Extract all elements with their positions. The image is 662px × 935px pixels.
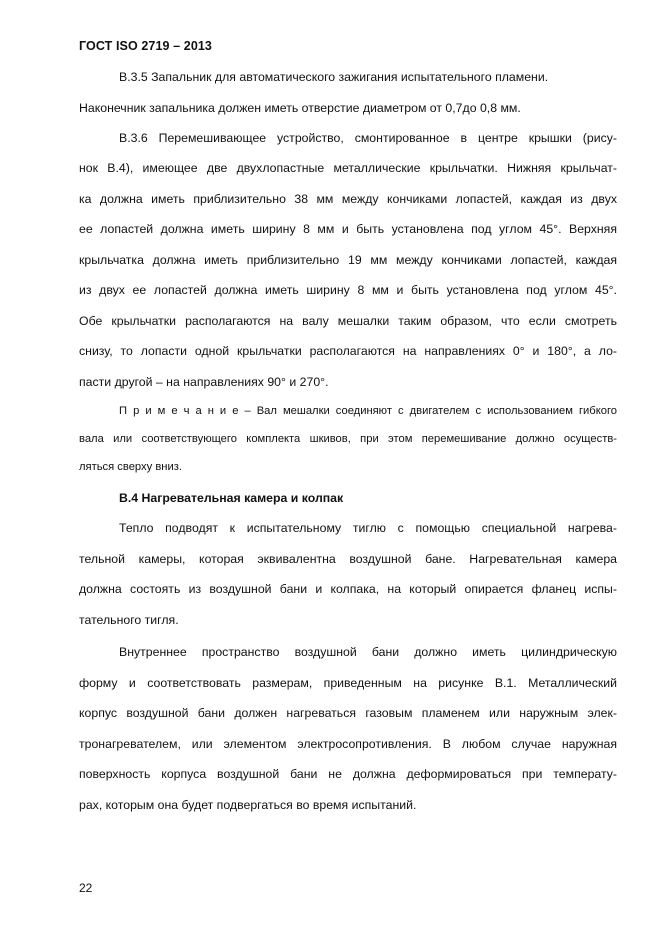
text-line: из двух ее лопастей должна иметь ширину 8 мм и быть установлена под углом 45°.	[79, 283, 617, 297]
text-line: тательного тигля.	[79, 613, 179, 627]
text-line: В.3.6 Перемешивающее устройство, смонтированное в центре крышки (рису-	[119, 131, 617, 145]
text-line: поверхность корпуса воздушной бани не должна деформироваться при температу-	[79, 767, 617, 781]
text-line: Внутреннее пространство воздушной бани должно иметь цилиндрическую	[119, 645, 617, 659]
text-line: снизу, то лопасти одной крыльчатки располагаются на направлениях 0° и 180°, а ло-	[79, 344, 617, 358]
text-line: тронагревателем, или элементом электросопротивления. В любом случае наружная	[79, 737, 617, 751]
text-line: тельной камеры, которая эквивалентна воздушной бане. Нагревательная камера	[79, 552, 617, 566]
note-line: ляться сверху вниз.	[79, 461, 182, 473]
text-line: должна состоять из воздушной бани и колпака, на который опирается фланец испы-	[79, 582, 617, 596]
text-line: нок В.4), имеющее две двухлопастные металлические крыльчатки. Нижняя крыльчат-	[79, 161, 617, 175]
note-line: вала или соответствующего комплекта шкивов, при этом перемешивание должно осуществ-	[79, 433, 617, 445]
text-line: ка должна иметь приблизительно 38 мм между кончиками лопастей, каждая из двух	[79, 192, 617, 206]
text-line: рах, которым она будет подвергаться во время испытаний.	[79, 798, 417, 812]
section-heading: В.4 Нагревательная камера и колпак	[119, 491, 344, 505]
text-line: Обе крыльчатки располагаются на валу мешалки таким образом, что если смотреть	[79, 314, 617, 328]
document-header: ГОСТ ISO 2719 – 2013	[79, 39, 212, 53]
text-line: Наконечник запальника должен иметь отверстие диаметром от 0,7до 0,8 мм.	[79, 101, 521, 115]
text-line: Тепло подводят к испытательному тиглю с помощью специальной нагрева-	[119, 521, 617, 535]
page-number: 22	[79, 881, 93, 895]
text-line: форму и соответствовать размерам, приведенным на рисунке В.1. Металлический	[79, 676, 617, 690]
text-line: ее лопастей должна иметь ширину 8 мм и быть установлена под углом 45°. Верхняя	[79, 222, 617, 236]
text-line: корпус воздушной бани должен нагреваться газовым пламенем или наружным элек-	[79, 706, 617, 720]
note-line: П р и м е ч а н и е – Вал мешалки соединяют с двигателем с использованием гибкого	[119, 405, 617, 417]
text-line: В.3.5 Запальник для автоматического зажигания испытательного пламени.	[119, 70, 549, 84]
text-line: пасти другой – на направлениях 90° и 270°.	[79, 375, 329, 389]
text-line: крыльчатка должна иметь приблизительно 19 мм между кончиками лопастей, каждая	[79, 253, 617, 267]
